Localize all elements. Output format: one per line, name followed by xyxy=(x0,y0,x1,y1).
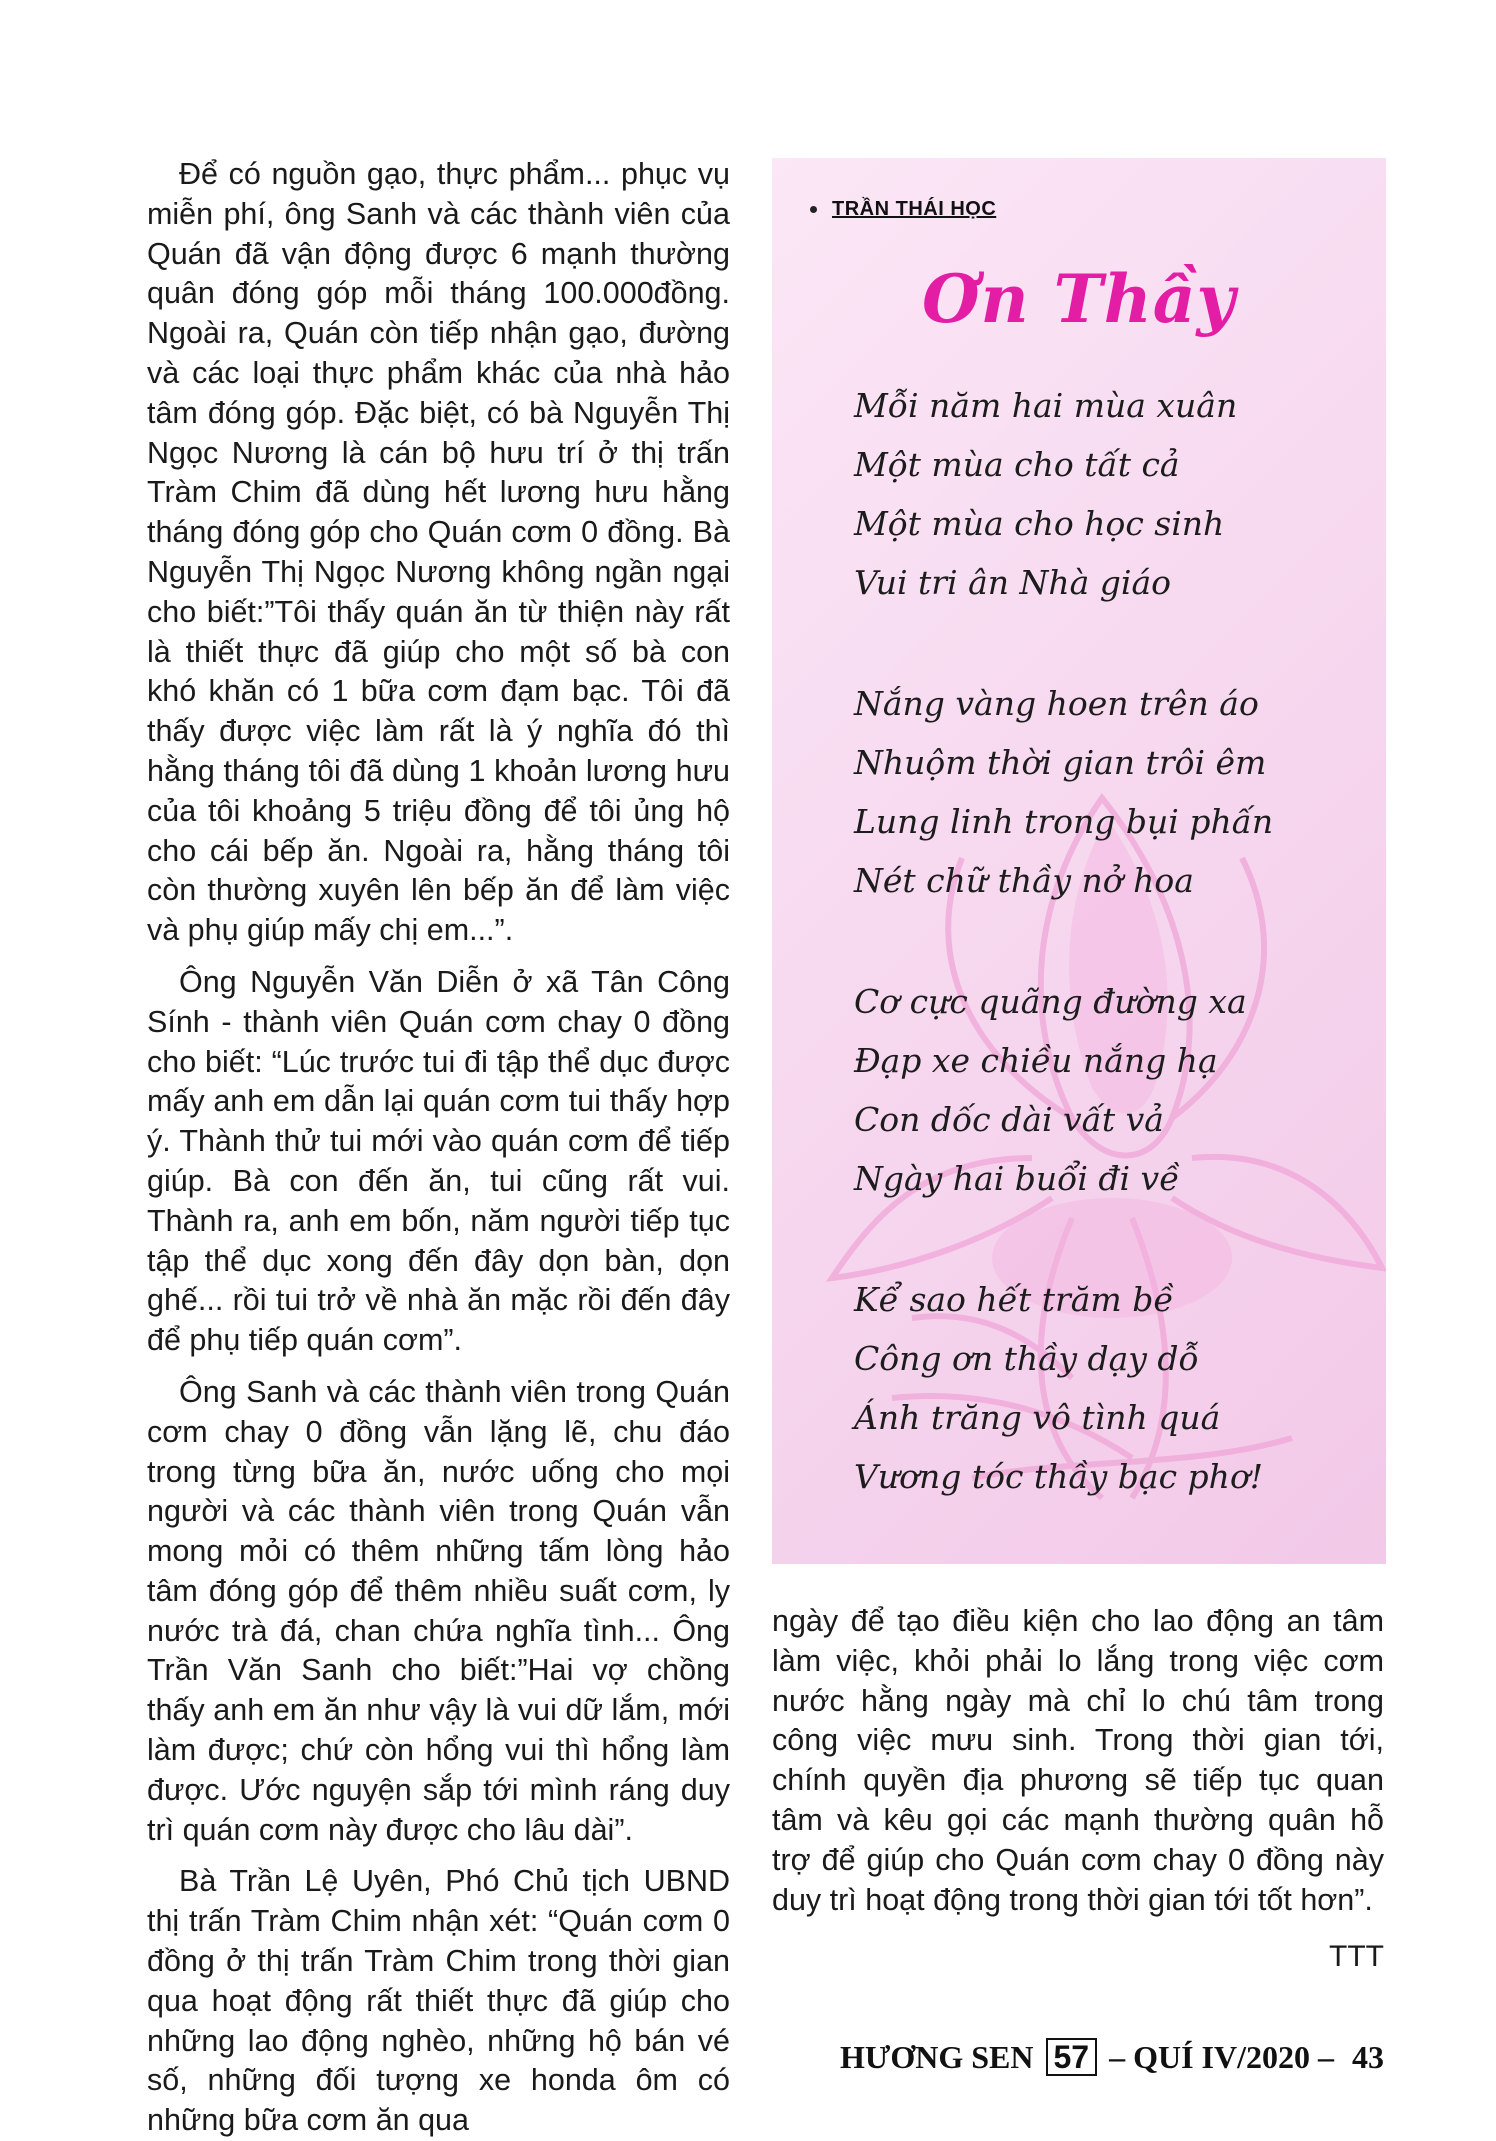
poem-line: Vương tóc thầy bạc phơ! xyxy=(854,1457,1264,1496)
poem-stanza-1 xyxy=(854,376,1237,612)
page-number: 43 xyxy=(1352,2039,1384,2075)
poem-line: Nét chữ thầy nở hoa xyxy=(854,861,1194,900)
poem-line: Ánh trăng vô tình quá xyxy=(854,1398,1221,1437)
poem-stanza-2 xyxy=(854,674,1273,910)
poem-line: Kể sao hết trăm bề xyxy=(854,1280,1174,1319)
poem-stanza-4 xyxy=(854,1270,1263,1506)
article-paragraph-2: Ông Nguyễn Văn Diễn ở xã Tân Công Sính - thành viên Quán cơm chay 0 đồng cho biết: “Lúc trước tui đi tập thể dục được mấy anh em dẫn lại quán cơm tui thấy hợp ý. Thành thử tui mới vào quán cơm để tiếp giúp. Bà con đến ăn, tui cũng rất vui. Thành ra, anh em bốn, năm người tiếp tục tập thể dục xong đến đây dọn bàn, dọn ghế... rồi tui trở về nhà ăn mặc rồi đến đây để phụ tiếp quán cơm”. xyxy=(147,964,730,1358)
issue-period: – QUÍ IV/2020 – xyxy=(1109,2039,1334,2075)
poem-line: Vui tri ân Nhà giáo xyxy=(854,563,1172,602)
poem-line: Một mùa cho học sinh xyxy=(854,504,1225,543)
poem-line: Nhuộm thời gian trôi êm xyxy=(854,743,1267,782)
poem-line: Đạp xe chiều nắng hạ xyxy=(854,1041,1218,1080)
issue-number: 57 xyxy=(1046,2038,1098,2076)
poem-line: Ngày hai buổi đi về xyxy=(854,1159,1180,1198)
page-footer xyxy=(840,2038,1384,2076)
article-left-column xyxy=(147,155,730,2141)
poem-author: TRẦN THÁI HỌC xyxy=(832,198,997,220)
poem-line: Mỗi năm hai mùa xuân xyxy=(854,386,1238,425)
author-bullet xyxy=(810,206,817,213)
article-paragraph-3: Ông Sanh và các thành viên trong Quán cơm chay 0 đồng vẫn lặng lẽ, chu đáo trong từng bữa ăn, nước uống cho mọi người và các thành viên trong Quán vẫn mong mỏi có thêm những tấm lòng hảo tâm đóng góp để thêm nhiều suất cơm, ly nước trà đá, chan chứa nghĩa tình... Ông Trần Văn Sanh cho biết:”Hai vợ chồng thấy anh em ăn như vậy là vui dữ lắm, mới làm được; chứ còn hổng vui thì hổng làm được. Ước nguyện sắp tới mình ráng duy trì quán cơm này được cho lâu dài”. xyxy=(147,1374,730,1847)
poem-stanza-3 xyxy=(854,972,1247,1208)
poem-line: Một mùa cho tất cả xyxy=(854,445,1180,484)
poem-line: Nắng vàng hoen trên áo xyxy=(854,684,1259,723)
article-continuation: ngày để tạo điều kiện cho lao động an tâm làm việc, khỏi phải lo lắng trong việc cơm nước hằng ngày mà chỉ lo chú tâm trong công việc mưu sinh. Trong thời gian tới, chính quyền địa phương sẽ tiếp tục quan tâm và kêu gọi các mạnh thường quân hỗ trợ để giúp cho Quán cơm chay 0 đồng này duy trì hoạt động trong thời gian tới tốt hơn”. xyxy=(772,1604,1384,1917)
poem-title: Ơn Thầy xyxy=(922,260,1236,338)
poem-line: Công ơn thầy dạy dỗ xyxy=(854,1339,1199,1378)
magazine-name: HƯƠNG SEN xyxy=(840,2039,1034,2075)
article-paragraph-4: Bà Trần Lệ Uyên, Phó Chủ tịch UBND thị trấn Tràm Chim nhận xét: “Quán cơm 0 đồng ở thị trấn Tràm Chim trong thời gian qua hoạt động rất thiết thực đã giúp cho những lao động nghèo, những hộ bán vé số, những đối tượng xe honda ôm có những bữa cơm ăn qua xyxy=(147,1864,730,2138)
poem-line: Cơ cực quãng đường xa xyxy=(854,982,1247,1021)
poem-line: Con dốc dài vất vả xyxy=(854,1100,1164,1139)
poem-line: Lung linh trong bụi phấn xyxy=(854,802,1274,841)
article-paragraph-1: Để có nguồn gạo, thực phẩm... phục vụ miễn phí, ông Sanh và các thành viên của Quán đã vận động được 6 mạnh thường quân đóng góp mỗi tháng 100.000đồng. Ngoài ra, Quán còn tiếp nhận gạo, đường và các loại thực phẩm khác của nhà hảo tâm đóng góp. Đặc biệt, có bà Nguyễn Thị Ngọc Nương là cán bộ hưu trí ở thị trấn Tràm Chim đã dùng hết lương hưu hằng tháng đóng góp cho Quán cơm 0 đồng. Bà Nguyễn Thị Ngọc Nương không ngần ngại cho biết:”Tôi thấy quán ăn từ thiện này rất là thiết thực đã giúp cho một số bà con khó khăn có 1 bữa cơm đạm bạc. Tôi đã thấy được việc làm rất là ý nghĩa đó thì hằng tháng tôi đã dùng 1 khoản lương hưu của tôi khoảng 5 triệu đồng để tôi ủng hộ cho cái bếp ăn. Ngoài ra, hằng tháng tôi còn thường xuyên lên bếp ăn để làm việc và phụ giúp mấy chị em...”. xyxy=(147,157,730,948)
poem-box xyxy=(772,158,1386,1564)
article-signature: TTT xyxy=(1329,1940,1384,1973)
